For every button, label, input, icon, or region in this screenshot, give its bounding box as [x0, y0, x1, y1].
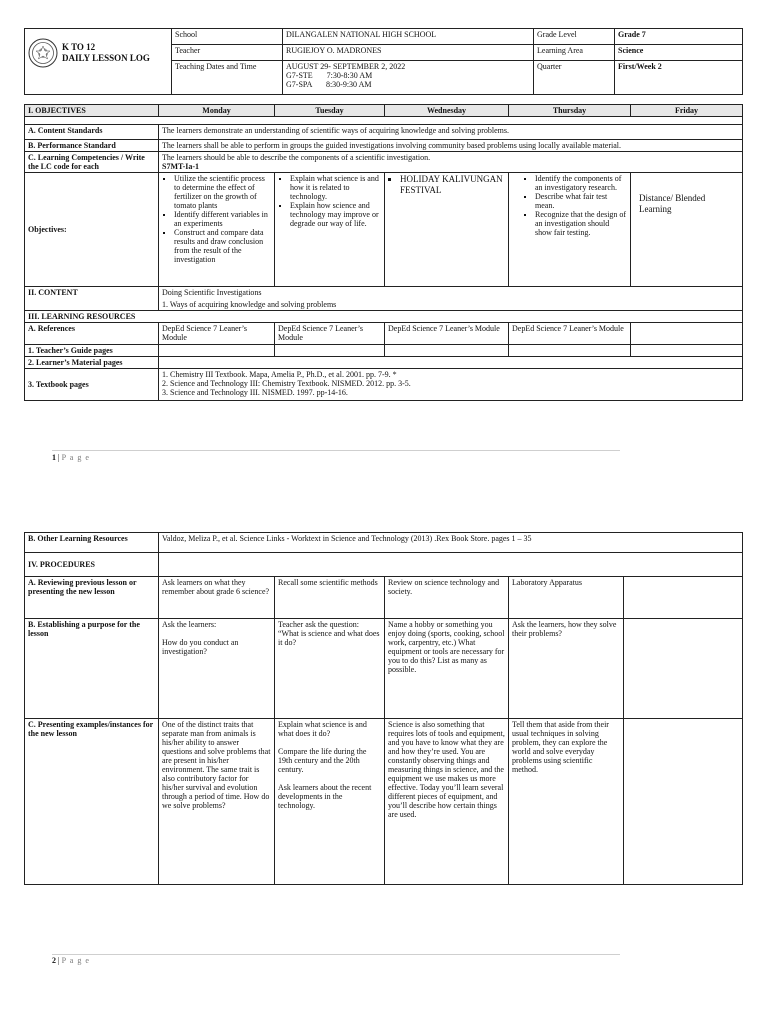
header-logo-cell [25, 29, 172, 95]
reviewing-monday: Ask learners on what they remember about grade 6 science? [159, 577, 275, 619]
purpose-monday-line: How do you conduct an investigation? [162, 638, 239, 656]
day-header-wednesday: Wednesday [385, 105, 509, 117]
purpose-thursday: Ask the learners, how they solve their problems? [509, 619, 624, 719]
teachers-guide-label: 1. Teacher’s Guide pages [25, 344, 159, 356]
presenting-tuesday [275, 719, 385, 885]
empty-cell [159, 553, 743, 577]
empty-cell [631, 344, 743, 356]
competencies-cell [159, 152, 743, 173]
page-number: 1 [52, 453, 56, 462]
resources-heading: III. LEARNING RESOURCES [25, 310, 743, 322]
blank-line [278, 738, 381, 747]
objective-item: ▪ Utilize the scientific process to determine the effect of fertilizer on the growth of tomato plants [174, 174, 271, 210]
other-resources-text: Valdoz, Meliza P., et al. Science Links - Worktext in Science and Technology (2013) .Rex Book Store. pages 1 – 35 [159, 533, 743, 553]
school-label: School [172, 29, 283, 45]
competencies-label: C. Learning Competencies / Write the LC code for each [25, 152, 159, 173]
reviewing-label: A. Reviewing previous lesson or presenting the new lesson [25, 577, 159, 619]
log-title: DAILY LESSON LOG [62, 53, 150, 63]
thursday-objectives [509, 173, 631, 287]
purpose-tuesday: Teacher ask the question: “What is science and what does it do? [275, 619, 385, 719]
day-header-friday: Friday [631, 105, 743, 117]
performance-standard-label: B. Performance Standard [25, 140, 159, 152]
school-value: DILANGALEN NATIONAL HIGH SCHOOL [283, 29, 534, 45]
objectives-heading: I. OBJECTIVES [25, 105, 159, 117]
presenting-thursday: Tell them that aside from their usual techniques in solving problem, they can explore the world and solve everyday problems using scientific method. [509, 719, 624, 885]
page-word: P a g e [61, 956, 90, 965]
wednesday-objectives [385, 173, 509, 287]
friday-objectives [631, 173, 743, 287]
wednesday-objective-list [388, 174, 505, 196]
quarter-label: Quarter [534, 61, 615, 95]
reviewing-wednesday: Review on science technology and society. [385, 577, 509, 619]
page-word: P a g e [61, 453, 90, 462]
day-header-tuesday: Tuesday [275, 105, 385, 117]
module-wednesday: DepEd Science 7 Leaner’s Module [385, 322, 509, 344]
monday-objective-list [162, 174, 271, 264]
presenting-monday: One of the distinct traits that separate man from animals is his/her ability to answer questions and solve problems that are present in his/her environment. The same trait is also contributory factor for his/her survival and evolution through a period of time. How do we solve problems? [159, 719, 275, 885]
objective-item: ▪ Describe what fair test mean. [535, 192, 627, 210]
procedures-heading: IV. PROCEDURES [25, 553, 159, 577]
procedures-table [24, 532, 743, 885]
empty-cell [624, 719, 743, 885]
tuesday-objective-list [278, 174, 381, 228]
module-friday [631, 322, 743, 344]
presenting-tuesday-line: Compare the life during the 19th century and the 20th century. [278, 747, 367, 774]
footer-rule [52, 954, 620, 955]
area-label: Learning Area [534, 45, 615, 61]
presenting-label: C. Presenting examples/instances for the new lesson [25, 719, 159, 885]
purpose-monday-line: Ask the learners: [162, 620, 217, 629]
objectives-label: Objectives: [25, 173, 159, 287]
blank-line [162, 629, 271, 638]
friday-objective-text: Distance/ Blended Learning [639, 193, 706, 214]
page-number-1 [52, 453, 90, 462]
module-tuesday: DepEd Science 7 Leaner’s Module [275, 322, 385, 344]
blank-line [278, 774, 381, 783]
objective-item: ▪ Identify the components of an investigatory research. [535, 174, 627, 192]
reviewing-tuesday: Recall some scientific methods [275, 577, 385, 619]
quarter-value: First/Week 2 [615, 61, 743, 95]
empty-cell [509, 344, 631, 356]
textbook-line: 1. Chemistry III Textbook. Mapa, Amelia P., Ph.D., et al. 2001. pp. 7-9. * [162, 369, 397, 379]
competencies-code: S7MT-Ia-1 [162, 162, 200, 171]
empty-cell [275, 344, 385, 356]
empty-cell [624, 619, 743, 719]
purpose-wednesday: Name a hobby or something you enjoy doing (sports, cooking, school work, carpentry, etc.) What equipment or tools are necessary for you to do this? List as many as possible. [385, 619, 509, 719]
learners-material-label: 2. Learner’s Material pages [25, 356, 159, 368]
teacher-value: RUGIEJOY O. MADRONES [283, 45, 534, 61]
monday-objectives [159, 173, 275, 287]
purpose-label: B. Establishing a purpose for the lesson [25, 619, 159, 719]
footer-rule [52, 450, 620, 451]
empty-cell [624, 577, 743, 619]
reviewing-thursday: Laboratory Apparatus [509, 577, 624, 619]
objective-item: ▪ HOLIDAY KALIVUNGAN FESTIVAL [400, 174, 505, 196]
presenting-tuesday-line: Explain what science is and what does it do? [278, 720, 367, 738]
objective-item: ▪ Construct and compare data results and draw conclusion from the result of the investigation [174, 228, 271, 264]
deped-seal-icon [28, 38, 58, 68]
tuesday-objectives [275, 173, 385, 287]
program-title: K TO 12 [62, 42, 96, 52]
thursday-objective-list [523, 174, 627, 237]
page-separator: | [56, 453, 62, 462]
page-separator: | [56, 956, 62, 965]
empty-cell [385, 344, 509, 356]
textbook-line: 3. Science and Technology III. NISMED. 1997. pp-14-16. [162, 387, 348, 397]
dates-line: G7-SPA 8:30-9:30 AM [286, 80, 372, 89]
dates-label: Teaching Dates and Time [172, 61, 283, 95]
presenting-wednesday: Science is also something that requires lots of tools and equipment, and you have to know what they are and how they’re used. You are constantly observing things and measuring things in science, and the equipment we use makes us more effective. Today you’ll learn several different pieces of equipment, and you’ll describe how certain things are used. [385, 719, 509, 885]
empty-cell [159, 356, 743, 368]
other-resources-label: B. Other Learning Resources [25, 533, 159, 553]
module-monday: DepEd Science 7 Leaner’s Module [159, 322, 275, 344]
textbook-line: 2. Science and Technology III: Chemistry Textbook. NISMED. 2012. pp. 3-5. [162, 378, 411, 388]
dates-value [283, 61, 534, 95]
page-number: 2 [52, 956, 56, 965]
header-table [24, 28, 743, 95]
objective-item: ▪ Recognize that the design of an investigation should show fair testing. [535, 210, 627, 237]
grade-label: Grade Level [534, 29, 615, 45]
competencies-text: The learners should be able to describe the components of a scientific investigation. [162, 153, 431, 162]
day-header-thursday: Thursday [509, 105, 631, 117]
area-value: Science [615, 45, 743, 61]
objective-item: ▪ Identify different variables in an experiments [174, 210, 271, 228]
page-number-2 [52, 956, 90, 965]
content-standards-label: A. Content Standards [25, 125, 159, 140]
content-standards-text: The learners demonstrate an understanding of scientific ways of acquiring knowledge and solving problems. [159, 125, 743, 140]
module-thursday: DepEd Science 7 Leaner’s Module [509, 322, 631, 344]
performance-standard-text: The learners shall be able to perform in groups the guided investigations involving community based problems using locally available material. [159, 140, 743, 152]
objectives-table [24, 104, 743, 401]
empty-cell [159, 344, 275, 356]
textbook-cell [159, 368, 743, 400]
objective-item: ▪ Explain what science is and how it is related to technology. [290, 174, 381, 201]
references-label: A. References [25, 322, 159, 344]
teacher-label: Teacher [172, 45, 283, 61]
dates-line: G7-STE 7:30-8:30 AM [286, 71, 373, 80]
day-header-monday: Monday [159, 105, 275, 117]
objective-item: ▪ Explain how science and technology may improve or degrade our way of life. [290, 201, 381, 228]
purpose-monday [159, 619, 275, 719]
dates-line: AUGUST 29- SEPTEMBER 2, 2022 [286, 62, 406, 71]
presenting-tuesday-line: Ask learners about the recent developments in the technology. [278, 783, 372, 810]
spacer-row [25, 117, 743, 125]
textbook-label: 3. Textbook pages [25, 368, 159, 400]
content-line-1: Doing Scientific Investigations [159, 287, 743, 299]
grade-value: Grade 7 [615, 29, 743, 45]
content-line-2: 1. Ways of acquiring knowledge and solving problems [159, 299, 743, 311]
content-heading: II. CONTENT [25, 287, 159, 311]
